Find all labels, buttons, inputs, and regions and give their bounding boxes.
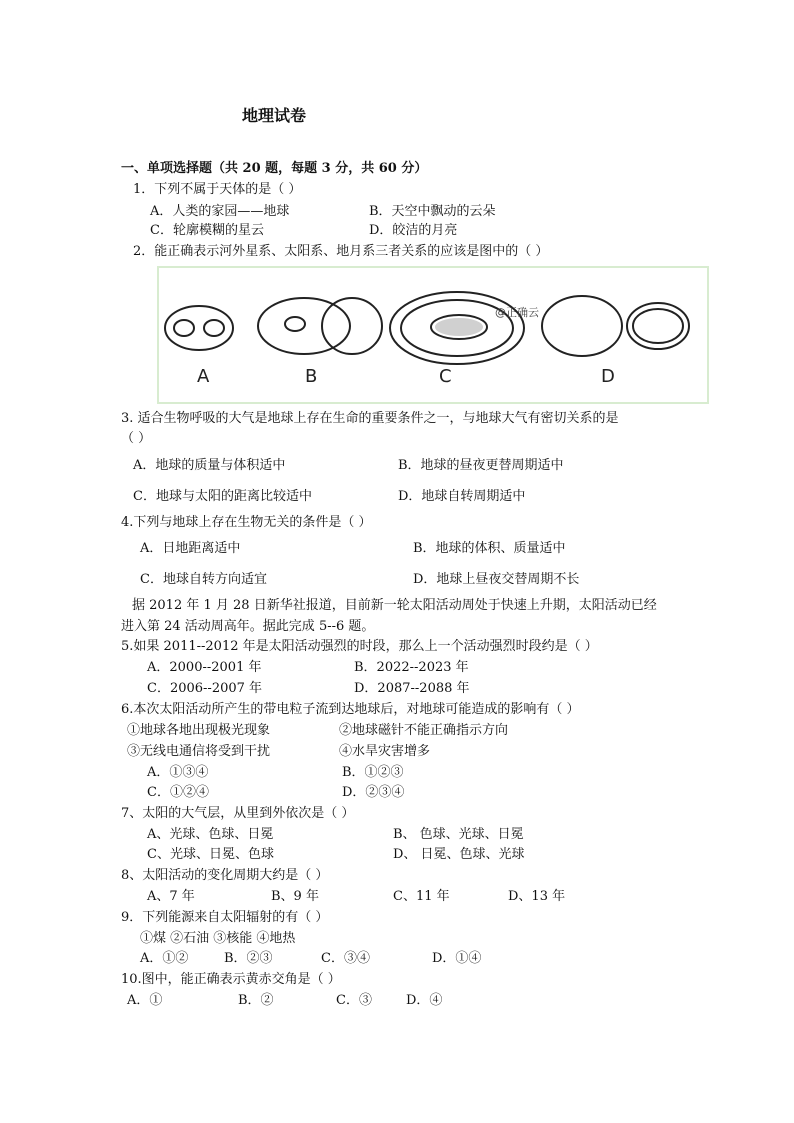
diagram-a-right [204,320,224,336]
q3-stem-cont: （ ） [121,431,152,446]
q8-stem: 8、太阳活动的变化周期大约是（ ） [121,868,329,883]
q10-stem: 10.图中，能正确表示黄赤交角是（ ） [121,972,341,987]
q5-option-d: D．2087--2088 年 [354,681,470,696]
q6-item-2: ②地球磁针不能正确指示方向 [339,723,509,738]
q5-option-c: C．2006--2007 年 [147,681,263,696]
q4-stem: 4.下列与地球上存在生物无关的条件是（ ） [121,515,372,530]
q5-option-a: A．2000--2001 年 [147,660,262,675]
q4-option-a: A．日地距离适中 [140,541,241,556]
q10-option-a: A．① [127,993,163,1008]
q6-option-b: B．①②③ [342,765,404,780]
label-d: D [601,366,615,387]
q7-option-a: A、光球、色球、日冕 [147,827,274,842]
q4-option-c: C．地球自转方向适宜 [140,572,267,587]
passage-line-2: 进入第 24 活动周高年。据此完成 5--6 题。 [121,619,375,634]
q6-item-1: ①地球各地出现极光现象 [127,723,271,738]
q6-option-a: A．①③④ [147,765,209,780]
q9-option-a: A．①② [140,951,189,966]
q5-option-b: B．2022--2023 年 [354,660,469,675]
q8-option-a: A、7 年 [147,889,195,904]
q8-option-b: B、9 年 [271,889,319,904]
q1-stem: 1．下列不属于天体的是（ ） [133,182,302,197]
q5-stem: 5.如果 2011--2012 年是太阳活动强烈的时段，那么上一个活动强烈时段约是（ ） [121,639,598,654]
q4-option-d: D．地球上昼夜交替周期不长 [413,572,580,587]
q6-item-3: ③无线电通信将受到干扰 [127,744,271,759]
q3-option-b: B．地球的昼夜更替周期适中 [398,458,564,473]
q10-option-d: D．④ [406,993,443,1008]
diagram-b-right [322,298,382,354]
label-c: C [439,366,452,387]
label-b: B [305,366,318,387]
q7-option-b: B、 色球、光球、日冕 [393,827,524,842]
q10-option-c: C．③ [336,993,372,1008]
q4-option-b: B．地球的体积、质量适中 [413,541,566,556]
diagram-d-inner [633,309,683,343]
q10-option-b: B．② [238,993,274,1008]
q6-stem: 6.本次太阳活动所产生的带电粒子流到达地球后，对地球可能造成的影响有（ ） [121,702,580,717]
section-heading: 一、单项选择题（共 20 题，每题 3 分，共 60 分） [121,161,428,176]
diagram-b-inner [285,317,305,331]
q3-option-a: A．地球的质量与体积适中 [133,458,286,473]
passage-line-1: 据 2012 年 1 月 28 日新华社报道，目前新一轮太阳活动周处于快速上升期，太阳活动已经 [132,598,657,613]
q2-figure [157,266,709,404]
label-a: A [197,366,210,387]
q7-stem: 7、太阳的大气层，从里到外依次是（ ） [121,806,355,821]
q2-stem: 2．能正确表示河外星系、太阳系、地月系三者关系的应该是图中的（ ） [133,244,549,259]
q1-option-b: B．天空中飘动的云朵 [369,204,496,219]
q9-option-b: B．②③ [224,951,273,966]
q7-option-d: D、 日冕、色球、光球 [393,847,525,862]
page-title: 地理试卷 [242,106,307,125]
q6-option-d: D．②③④ [342,785,405,800]
diagram-a-outer [165,306,233,350]
galaxy-diagram [159,268,711,406]
q6-item-4: ④水旱灾害增多 [339,744,431,759]
q9-items: ①煤 ②石油 ③核能 ④地热 [140,931,296,946]
q3-option-c: C．地球与太阳的距离比较适中 [133,489,312,504]
diagram-a-left [174,320,194,336]
q3-option-d: D．地球自转周期适中 [398,489,526,504]
q1-option-d: D．皎洁的月亮 [369,223,458,238]
q8-option-d: D、13 年 [508,889,566,904]
q6-option-c: C．①②④ [147,785,209,800]
q1-option-c: C．轮廓模糊的星云 [150,223,264,238]
q8-option-c: C、11 年 [393,889,450,904]
q9-stem: 9．下列能源来自太阳辐射的有（ ） [121,910,329,925]
watermark: @正确云 [495,306,539,319]
diagram-d-big [542,296,622,356]
q7-option-c: C、光球、日冕、色球 [147,847,274,862]
q9-option-c: C．③④ [321,951,370,966]
q1-option-a: A．人类的家园——地球 [150,204,290,219]
q9-option-d: D．①④ [432,951,482,966]
q3-stem: 3. 适合生物呼吸的大气是地球上存在生命的重要条件之一，与地球大气有密切关系的是 [121,411,619,426]
